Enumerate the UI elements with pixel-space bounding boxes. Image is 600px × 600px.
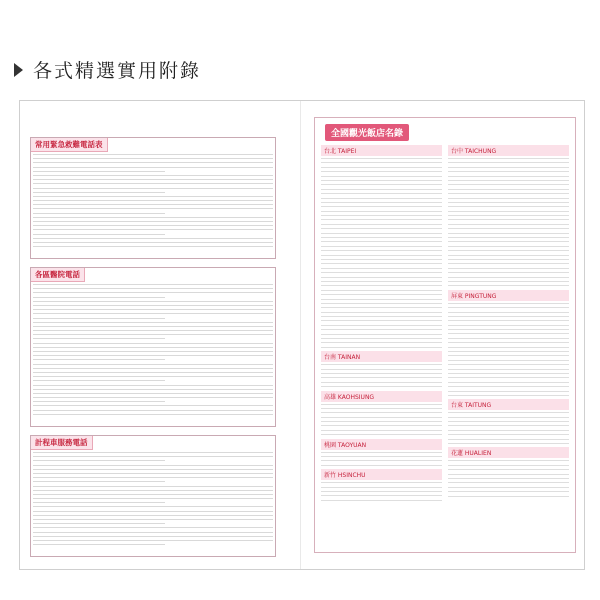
text-line: [33, 502, 165, 503]
hotel-entry-line: [321, 417, 442, 418]
hotel-entry-line: [448, 320, 569, 321]
hotel-entry-line: [448, 224, 569, 225]
hotel-entry-line: [321, 263, 442, 264]
hotel-entry-line: [321, 224, 442, 225]
text-line: [33, 473, 273, 474]
directory-column-left: [321, 142, 442, 546]
hotel-entry-line: [448, 496, 569, 497]
text-line: [33, 213, 165, 214]
hotel-entry-line: [321, 281, 442, 282]
hotel-entry-line: [448, 303, 569, 304]
text-line: [33, 305, 273, 306]
hotel-entry-line: [321, 316, 442, 317]
hotel-entry-line: [448, 241, 569, 242]
hotel-entry-line: [448, 259, 569, 260]
region-header: 新竹 HSINCHU: [321, 469, 442, 480]
hotel-entry-line: [448, 193, 569, 194]
entry-list: [321, 452, 442, 466]
hotel-entry-line: [448, 355, 569, 356]
hotel-entry-line: [448, 255, 569, 256]
text-line: [33, 527, 273, 528]
hotel-entry-line: [321, 334, 442, 335]
hotel-entry-line: [321, 452, 442, 453]
hotel-entry-line: [448, 202, 569, 203]
text-line: [33, 469, 273, 470]
hotel-entry-line: [321, 285, 442, 286]
text-line: [33, 405, 273, 406]
hotel-entry-line: [448, 386, 569, 387]
text-line: [33, 217, 273, 218]
hotel-entry-line: [448, 250, 569, 251]
hotel-entry-line: [448, 281, 569, 282]
text-line: [33, 359, 165, 360]
hotel-entry-line: [448, 206, 569, 207]
text-line: [33, 385, 273, 386]
hotel-entry-line: [321, 408, 442, 409]
hotel-entry-line: [448, 176, 569, 177]
hotel-entry-line: [321, 347, 442, 348]
text-line: [33, 376, 273, 377]
text-line: [33, 343, 273, 344]
hotel-entry-line: [448, 478, 569, 479]
hotel-entry-line: [321, 404, 442, 405]
hotel-entry-line: [321, 219, 442, 220]
hotel-entry-line: [448, 342, 569, 343]
entry-list: [448, 303, 569, 396]
hotel-entry-line: [448, 425, 569, 426]
text-line: [33, 196, 273, 197]
hotel-entry-line: [448, 347, 569, 348]
entry-list: [321, 364, 442, 387]
hotel-entry-line: [448, 167, 569, 168]
text-line: [33, 234, 165, 235]
text-line: [33, 158, 273, 159]
left-page: [30, 117, 276, 553]
text-line: [33, 162, 273, 163]
hotel-entry-line: [321, 294, 442, 295]
text-line: [33, 188, 273, 189]
region-header: 屏東 PINGTUNG: [448, 290, 569, 301]
section-title: 計程車服務電話: [30, 435, 93, 450]
directory-title: 全國觀光飯店名錄: [325, 124, 409, 141]
region-header: 高雄 KAOHSIUNG: [321, 391, 442, 402]
page-header: [14, 56, 201, 83]
hotel-entry-line: [321, 342, 442, 343]
hotel-entry-line: [448, 272, 569, 273]
hotel-entry-line: [448, 184, 569, 185]
region-header: 台中 TAICHUNG: [448, 145, 569, 156]
page-title: 各式精選實用附錄: [33, 60, 202, 82]
text-line: [33, 481, 165, 482]
hotel-entry-line: [448, 351, 569, 352]
hotel-entry-line: [448, 325, 569, 326]
hotel-entry-line: [448, 487, 569, 488]
right-page: [314, 117, 576, 553]
text-line: [33, 238, 273, 239]
hotel-entry-line: [321, 364, 442, 365]
entry-list: [321, 404, 442, 436]
hotel-entry-line: [321, 325, 442, 326]
text-line: [33, 292, 273, 293]
text-line: [33, 167, 273, 168]
text-line: [33, 465, 273, 466]
text-line: [33, 175, 273, 176]
hotel-entry-line: [321, 500, 442, 501]
region-header: 桃園 TAOYUAN: [321, 439, 442, 450]
hotel-entry-line: [448, 421, 569, 422]
hotel-entry-line: [448, 338, 569, 339]
hotel-entry-line: [321, 211, 442, 212]
text-line: [33, 490, 273, 491]
hotel-entry-line: [448, 237, 569, 238]
text-line: [33, 364, 273, 365]
text-line: [33, 397, 273, 398]
text-line: [33, 486, 273, 487]
hotel-entry-line: [448, 198, 569, 199]
hotel-entry-line: [321, 198, 442, 199]
text-line: [33, 183, 273, 184]
hotel-entry-line: [448, 316, 569, 317]
hotel-entry-line: [321, 228, 442, 229]
text-line: [33, 452, 273, 453]
text-line: [33, 200, 273, 201]
hotel-entry-line: [321, 193, 442, 194]
text-line: [33, 334, 273, 335]
hospital-phone-section: [30, 267, 276, 427]
hotel-entry-line: [448, 171, 569, 172]
hotel-entry-line: [448, 189, 569, 190]
text-line: [33, 246, 273, 247]
hotel-entry-line: [321, 465, 442, 466]
hotel-entry-line: [448, 233, 569, 234]
text-line: [33, 330, 273, 331]
hotel-entry-line: [321, 386, 442, 387]
hotel-entry-line: [321, 233, 442, 234]
hotel-entry-line: [321, 312, 442, 313]
hotel-entry-line: [321, 290, 442, 291]
text-line: [33, 498, 273, 499]
hotel-entry-line: [448, 215, 569, 216]
text-line: [33, 456, 273, 457]
text-line: [33, 318, 165, 319]
hotel-entry-line: [321, 171, 442, 172]
triangle-bullet-icon: [14, 63, 23, 77]
hotel-entry-line: [321, 425, 442, 426]
hotel-directory: [314, 117, 576, 553]
hotel-entry-line: [448, 482, 569, 483]
hotel-entry-line: [321, 369, 442, 370]
text-line: [33, 313, 273, 314]
text-line: [33, 494, 273, 495]
hotel-entry-line: [321, 241, 442, 242]
taxi-phone-section: [30, 435, 276, 557]
text-line: [33, 288, 273, 289]
text-line: [33, 326, 273, 327]
hotel-entry-line: [321, 373, 442, 374]
text-line: [33, 506, 273, 507]
hotel-entry-line: [448, 329, 569, 330]
hotel-entry-line: [321, 491, 442, 492]
hotel-entry-line: [321, 307, 442, 308]
hotel-entry-line: [448, 312, 569, 313]
directory-column-right: [448, 142, 569, 546]
hotel-entry-line: [321, 377, 442, 378]
region-header: 台北 TAIPEI: [321, 145, 442, 156]
hotel-entry-line: [321, 246, 442, 247]
hotel-entry-line: [321, 338, 442, 339]
hotel-entry-line: [321, 456, 442, 457]
hotel-entry-line: [448, 219, 569, 220]
text-line: [33, 284, 273, 285]
appendix-spread: [19, 100, 585, 570]
hotel-entry-line: [448, 443, 569, 444]
text-line: [33, 297, 165, 298]
text-line: [33, 355, 273, 356]
text-line: [33, 544, 165, 545]
hotel-entry-line: [448, 465, 569, 466]
hotel-entry-line: [321, 299, 442, 300]
hotel-entry-line: [321, 303, 442, 304]
hotel-entry-line: [321, 320, 442, 321]
section-rows: [33, 284, 273, 424]
text-line: [33, 204, 273, 205]
text-line: [33, 393, 273, 394]
text-line: [33, 192, 165, 193]
region-header: 台南 TAINAN: [321, 351, 442, 362]
hotel-entry-line: [448, 382, 569, 383]
text-line: [33, 477, 273, 478]
text-line: [33, 532, 273, 533]
text-line: [33, 301, 273, 302]
hotel-entry-line: [448, 158, 569, 159]
hotel-entry-line: [321, 259, 442, 260]
text-line: [33, 372, 273, 373]
hotel-entry-line: [321, 176, 442, 177]
hotel-entry-line: [448, 285, 569, 286]
section-rows: [33, 154, 273, 256]
text-line: [33, 225, 273, 226]
hotel-entry-line: [321, 277, 442, 278]
hotel-entry-line: [321, 184, 442, 185]
text-line: [33, 179, 273, 180]
text-line: [33, 511, 273, 512]
text-line: [33, 519, 273, 520]
text-line: [33, 380, 165, 381]
hotel-entry-line: [321, 237, 442, 238]
hotel-entry-line: [321, 460, 442, 461]
hotel-entry-line: [321, 202, 442, 203]
hotel-entry-line: [321, 255, 442, 256]
hotel-entry-line: [321, 329, 442, 330]
entry-list: [321, 482, 442, 501]
entry-list: [321, 158, 442, 348]
text-line: [33, 414, 273, 415]
text-line: [33, 221, 273, 222]
hotel-entry-line: [321, 421, 442, 422]
hotel-entry-line: [321, 482, 442, 483]
section-title: 常用緊急救難電話表: [30, 137, 108, 152]
entry-list: [448, 460, 569, 496]
text-line: [33, 389, 273, 390]
text-line: [33, 322, 273, 323]
hotel-entry-line: [321, 180, 442, 181]
hotel-entry-line: [321, 189, 442, 190]
hotel-entry-line: [448, 439, 569, 440]
hotel-entry-line: [448, 412, 569, 413]
text-line: [33, 401, 165, 402]
hotel-entry-line: [448, 395, 569, 396]
text-line: [33, 338, 165, 339]
hotel-entry-line: [448, 268, 569, 269]
hotel-entry-line: [321, 162, 442, 163]
hotel-entry-line: [448, 277, 569, 278]
hotel-entry-line: [321, 487, 442, 488]
hotel-entry-line: [321, 430, 442, 431]
text-line: [33, 523, 165, 524]
hotel-entry-line: [321, 434, 442, 435]
hotel-entry-line: [321, 158, 442, 159]
hotel-entry-line: [448, 474, 569, 475]
hotel-entry-line: [321, 167, 442, 168]
hotel-entry-line: [448, 228, 569, 229]
region-header: 花蓮 HUALIEN: [448, 447, 569, 458]
region-header: 台東 TAITUNG: [448, 399, 569, 410]
hotel-entry-line: [448, 263, 569, 264]
hotel-entry-line: [321, 250, 442, 251]
entry-list: [448, 412, 569, 444]
text-line: [33, 242, 273, 243]
hotel-entry-line: [448, 162, 569, 163]
hotel-entry-line: [448, 417, 569, 418]
hotel-entry-line: [448, 369, 569, 370]
text-line: [33, 540, 273, 541]
hotel-entry-line: [448, 307, 569, 308]
text-line: [33, 171, 165, 172]
hotel-entry-line: [448, 430, 569, 431]
hotel-entry-line: [321, 268, 442, 269]
hotel-entry-line: [321, 206, 442, 207]
hotel-entry-line: [448, 364, 569, 365]
section-rows: [33, 452, 273, 554]
hotel-entry-line: [448, 373, 569, 374]
text-line: [33, 460, 165, 461]
text-line: [33, 410, 273, 411]
hotel-entry-line: [448, 491, 569, 492]
text-line: [33, 208, 273, 209]
hotel-entry-line: [321, 215, 442, 216]
hotel-entry-line: [448, 246, 569, 247]
hotel-entry-line: [321, 412, 442, 413]
hotel-entry-line: [448, 377, 569, 378]
hotel-entry-line: [448, 469, 569, 470]
text-line: [33, 536, 273, 537]
hotel-entry-line: [448, 391, 569, 392]
text-line: [33, 351, 273, 352]
hotel-entry-line: [321, 272, 442, 273]
spine-divider: [300, 101, 301, 569]
hotel-entry-line: [448, 211, 569, 212]
text-line: [33, 368, 273, 369]
emergency-phone-section: [30, 137, 276, 259]
text-line: [33, 154, 273, 155]
hotel-entry-line: [448, 180, 569, 181]
hotel-entry-line: [448, 333, 569, 334]
entry-list: [448, 158, 569, 286]
text-line: [33, 347, 273, 348]
text-line: [33, 309, 273, 310]
hotel-entry-line: [321, 495, 442, 496]
hotel-entry-line: [448, 460, 569, 461]
hotel-entry-line: [321, 382, 442, 383]
text-line: [33, 229, 273, 230]
hotel-entry-line: [448, 434, 569, 435]
section-title: 各區醫院電話: [30, 267, 85, 282]
text-line: [33, 515, 273, 516]
hotel-entry-line: [448, 360, 569, 361]
